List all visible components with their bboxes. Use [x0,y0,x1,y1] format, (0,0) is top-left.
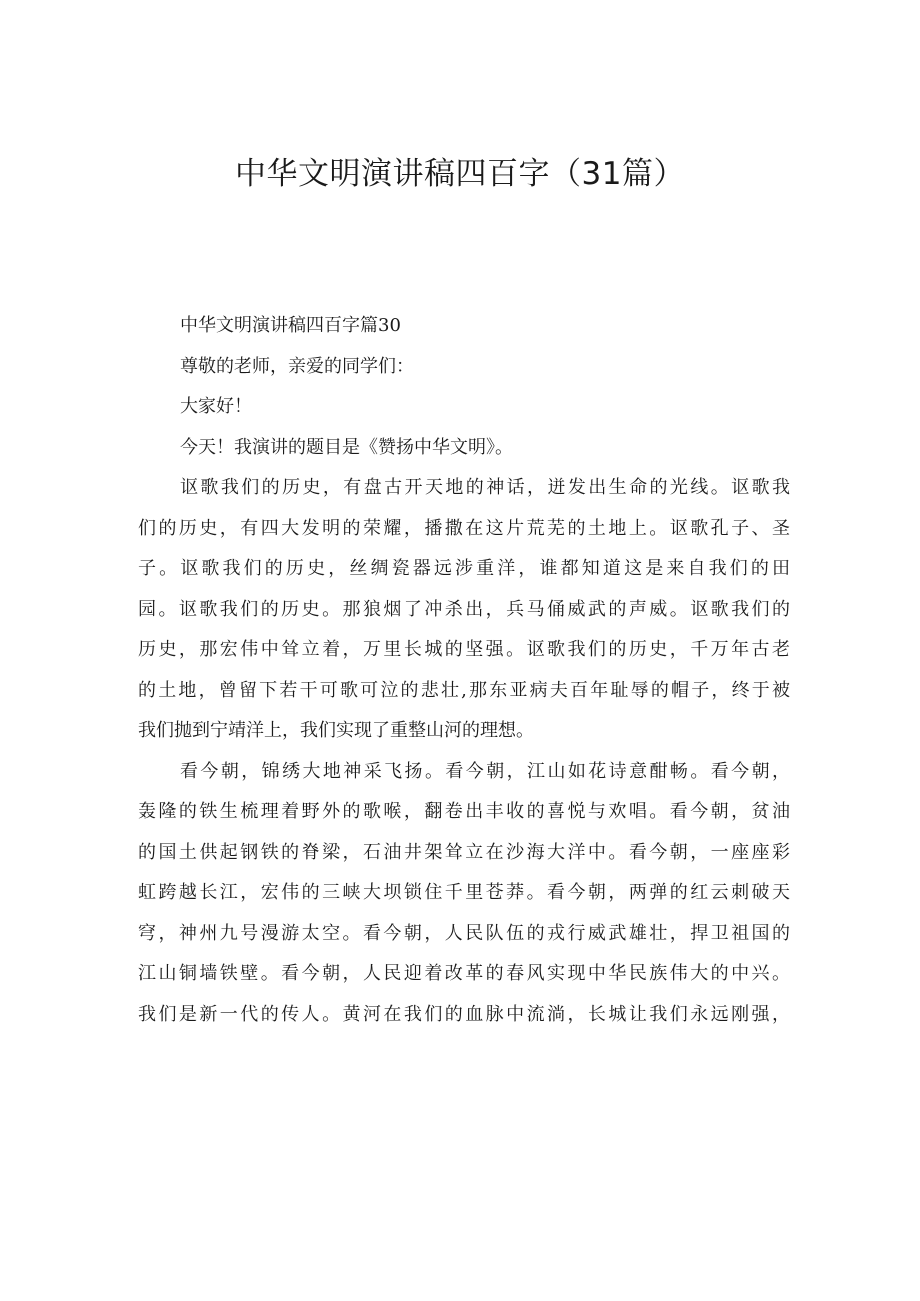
paragraph-line: 的国土供起钢铁的脊梁，石油井架耸立在沙海大洋中。看今朝，一座座彩 [138,841,790,863]
paragraph-line: 子。讴歌我们的历史，丝绸瓷器远涉重洋，谁都知道这是来自我们的田 [138,558,790,579]
paragraph-line: 虹跨越长江，宏伟的三峡大坝锁住千里苍莽。看今朝，两弹的红云刺破天 [138,882,790,903]
intro-line: 今天！我演讲的题目是《赞扬中华文明》。 [180,436,513,458]
paragraph-line: 江山铜墙铁壁。看今朝，人民迎着改革的春风实现中华民族伟大的中兴。 [138,963,790,984]
paragraph-line: 我们是新一代的传人。黄河在我们的血脉中流淌，长城让我们永远刚强， [138,1003,790,1025]
paragraph-line: 园。讴歌我们的历史。那狼烟了冲杀出，兵马俑威武的声威。讴歌我们的 [138,598,790,620]
paragraph-today [138,752,790,1036]
salutation: 尊敬的老师，亲爱的同学们： [180,355,414,377]
paragraph-line: 们的历史，有四大发明的荣耀，播撒在这片荒芜的土地上。讴歌孔子、圣 [138,517,790,539]
greeting: 大家好！ [180,396,252,417]
paragraph-line: 穹，神州九号漫游太空。看今朝，人民队伍的戎行威武雄壮，捍卫祖国的 [138,922,790,944]
paragraph-line: 轰隆的铁生梳理着野外的歌喉，翻卷出丰收的喜悦与欢唱。看今朝，贫油 [138,801,790,822]
document-body [138,306,790,1035]
paragraph-line: 我们抛到宁靖洋上，我们实现了重整山河的理想。 [138,720,534,741]
document-title: 中华文明演讲稿四百字（31篇） [235,156,685,192]
paragraph-line: 的土地，曾留下若干可歌可泣的悲壮,那东亚病夫百年耻辱的帽子，终于被 [138,679,790,701]
paragraph-line: 讴歌我们的历史，有盘古开天地的神话，迸发出生命的光线。讴歌我 [180,477,790,498]
paragraph-history [138,468,790,752]
section-heading: 中华文明演讲稿四百字篇30 [180,315,401,336]
paragraph-line: 看今朝，锦绣大地神采飞扬。看今朝，江山如花诗意酣畅。看今朝， [180,760,790,782]
paragraph-line: 历史，那宏伟中耸立着，万里长城的坚强。讴歌我们的历史，千万年古老 [138,639,790,660]
